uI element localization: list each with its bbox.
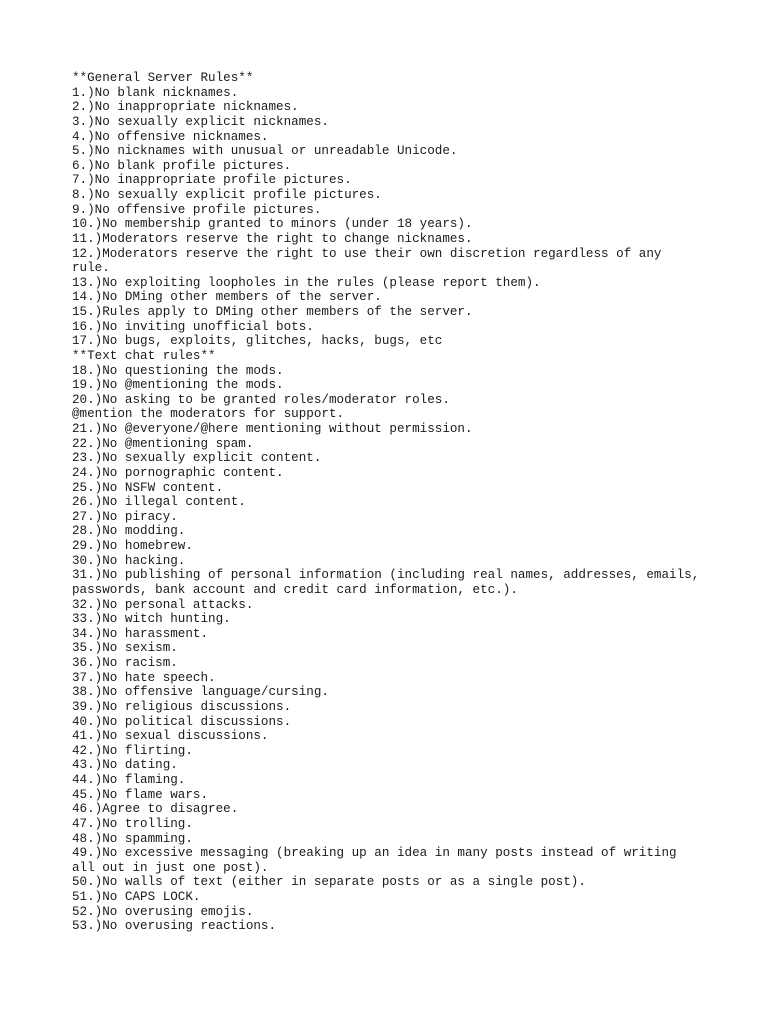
rule-item: 22.)No @mentioning spam.: [72, 436, 254, 451]
rule-item: 35.)No sexism.: [72, 641, 178, 656]
rule-item: 8.)No sexually explicit profile pictures.: [72, 188, 382, 202]
rule-item: 7.)No inappropriate profile pictures.: [72, 173, 352, 188]
document-page: [72, 71, 712, 934]
rule-item: 44.)No flaming.: [72, 773, 186, 787]
rule-item: 27.)No piracy.: [72, 509, 178, 524]
rule-item: 12.)Moderators reserve the right to use their own discretion regardless of any: [72, 246, 662, 261]
rule-item: 18.)No questioning the mods.: [72, 363, 284, 378]
section-heading: **Text chat rules**: [72, 348, 216, 363]
rule-item: 24.)No pornographic content.: [72, 465, 284, 480]
rule-item: 39.)No religious discussions.: [72, 699, 292, 714]
rule-item: 2.)No inappropriate nicknames.: [72, 100, 299, 115]
rule-item: 50.)No walls of text (either in separate posts or as a single post).: [72, 875, 586, 890]
rule-item: 20.)No asking to be granted roles/moderator roles.: [72, 392, 450, 407]
rule-item: 33.)No witch hunting.: [72, 612, 231, 627]
rule-item: 14.)No DMing other members of the server.: [72, 290, 382, 305]
rule-item: 15.)Rules apply to DMing other members of the server.: [72, 305, 473, 319]
rule-item: 11.)Moderators reserve the right to change nicknames.: [72, 231, 473, 246]
rule-item: 9.)No offensive profile pictures.: [72, 202, 322, 217]
rule-item: 5.)No nicknames with unusual or unreadable Unicode.: [72, 144, 458, 159]
rule-item: 29.)No homebrew.: [72, 539, 193, 553]
rule-item: 13.)No exploiting loopholes in the rules (please report them).: [72, 275, 541, 290]
rule-item: 30.)No hacking.: [72, 553, 186, 568]
section-heading: **General Server Rules**: [72, 71, 254, 85]
rule-item: 42.)No flirting.: [72, 743, 193, 758]
rule-item: 16.)No inviting unofficial bots.: [72, 319, 314, 334]
rule-item: 47.)No trolling.: [72, 816, 193, 831]
rule-item: 32.)No personal attacks.: [72, 597, 254, 612]
rule-item: 4.)No offensive nicknames.: [72, 129, 269, 144]
rule-item: 26.)No illegal content.: [72, 495, 246, 510]
rule-item: 51.)No CAPS LOCK.: [72, 890, 201, 904]
rule-item: 45.)No flame wars.: [72, 787, 209, 802]
rule-item: 46.)Agree to disagree.: [72, 802, 239, 817]
rule-item: 43.)No dating.: [72, 758, 178, 773]
rule-item: 38.)No offensive language/cursing.: [72, 685, 329, 700]
rule-item: 40.)No political discussions.: [72, 714, 292, 729]
rule-item: 19.)No @mentioning the mods.: [72, 378, 284, 393]
rule-item: 28.)No modding.: [72, 524, 186, 539]
rule-item: 41.)No sexual discussions.: [72, 729, 269, 744]
rule-item: 49.)No excessive messaging (breaking up an idea in many posts instead of writing: [72, 846, 677, 861]
rule-continuation: all out in just one post).: [72, 860, 269, 875]
rule-item: 36.)No racism.: [72, 656, 178, 670]
rule-item: 48.)No spamming.: [72, 831, 193, 846]
rule-item: 53.)No overusing reactions.: [72, 919, 277, 934]
rule-item: 34.)No harassment.: [72, 626, 209, 641]
rule-item: 52.)No overusing emojis.: [72, 904, 254, 919]
rule-continuation: rule.: [72, 261, 110, 276]
rule-item: 17.)No bugs, exploits, glitches, hacks, bugs, etc: [72, 334, 443, 349]
rule-item: 31.)No publishing of personal information (including real names, addresses, emails,: [72, 568, 700, 583]
rule-continuation: passwords, bank account and credit card information, etc.).: [72, 582, 518, 597]
rule-item: 37.)No hate speech.: [72, 670, 216, 685]
rule-item: 3.)No sexually explicit nicknames.: [72, 114, 329, 129]
rule-item: 21.)No @everyone/@here mentioning without permission.: [72, 422, 473, 436]
rule-item: 25.)No NSFW content.: [72, 480, 224, 495]
rule-item: 6.)No blank profile pictures.: [72, 158, 292, 173]
rule-continuation: @mention the moderators for support.: [72, 407, 345, 422]
rule-item: 10.)No membership granted to minors (under 18 years).: [72, 217, 473, 232]
rule-item: 23.)No sexually explicit content.: [72, 451, 322, 466]
rule-item: 1.)No blank nicknames.: [72, 85, 239, 100]
